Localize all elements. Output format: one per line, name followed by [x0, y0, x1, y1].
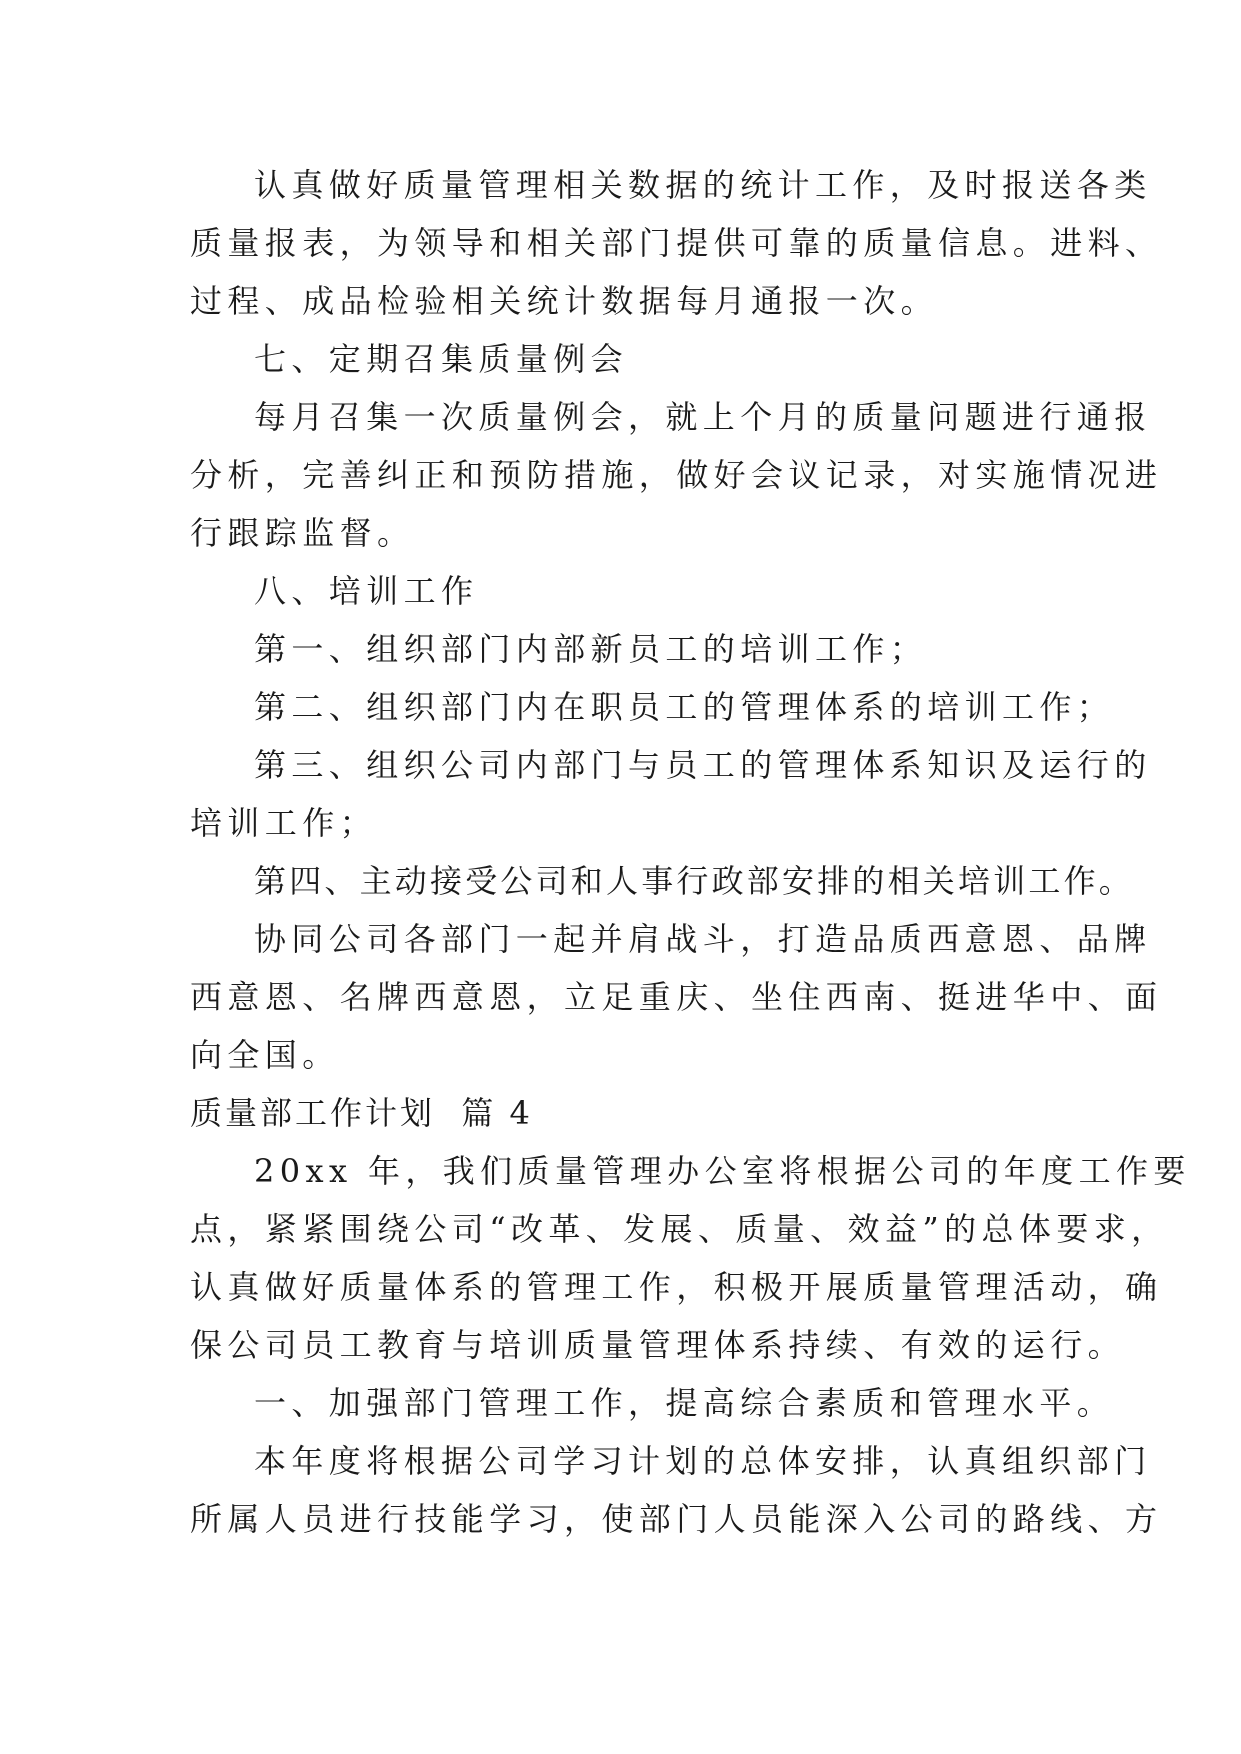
- section-heading: 一、加强部门管理工作，提高综合素质和管理水平。: [254, 1384, 1115, 1422]
- paragraph-line: 行跟踪监督。: [190, 514, 415, 552]
- paragraph-line: 西意恩、名牌西意恩，立足重庆、坐住西南、挺进华中、面: [190, 978, 1163, 1016]
- list-item: 第三、组织公司内部门与员工的管理体系知识及运行的: [254, 746, 1152, 784]
- paragraph-line: 认真做好质量管理相关数据的统计工作，及时报送各类: [254, 166, 1152, 204]
- paragraph-line: 本年度将根据公司学习计划的总体安排，认真组织部门: [254, 1442, 1152, 1480]
- paragraph-line: 质量报表，为领导和相关部门提供可靠的质量信息。进料、: [190, 224, 1163, 262]
- paragraph-line: 20xx 年，我们质量管理办公室将根据公司的年度工作要: [254, 1152, 1191, 1190]
- paragraph-line: 点，紧紧围绕公司“改革、发展、质量、效益”的总体要求，: [190, 1210, 1169, 1248]
- list-item: 第四、主动接受公司和人事行政部安排的相关培训工作。: [254, 862, 1135, 900]
- paragraph-line: 分析，完善纠正和预防措施，做好会议记录，对实施情况进: [190, 456, 1163, 494]
- paragraph-line: 认真做好质量体系的管理工作，积极开展质量管理活动，确: [190, 1268, 1163, 1306]
- paragraph-line: 协同公司各部门一起并肩战斗，打造品质西意恩、品牌: [254, 920, 1152, 958]
- paragraph-line: 所属人员进行技能学习，使部门人员能深入公司的路线、方: [190, 1500, 1163, 1538]
- document-title: 质量部工作计划 篇 4: [190, 1094, 533, 1132]
- list-item: 培训工作；: [190, 804, 378, 842]
- paragraph-line: 保公司员工教育与培训质量管理体系持续、有效的运行。: [190, 1326, 1126, 1364]
- list-item: 第二、组织部门内在职员工的管理体系的培训工作；: [254, 688, 1115, 726]
- paragraph-line: 过程、成品检验相关统计数据每月通报一次。: [190, 282, 939, 320]
- paragraph-line: 每月召集一次质量例会，就上个月的质量问题进行通报: [254, 398, 1152, 436]
- paragraph-line: 向全国。: [190, 1036, 340, 1074]
- section-heading: 七、定期召集质量例会: [254, 340, 629, 378]
- list-item: 第一、组织部门内部新员工的培训工作；: [254, 630, 928, 668]
- section-heading: 八、培训工作: [254, 572, 479, 610]
